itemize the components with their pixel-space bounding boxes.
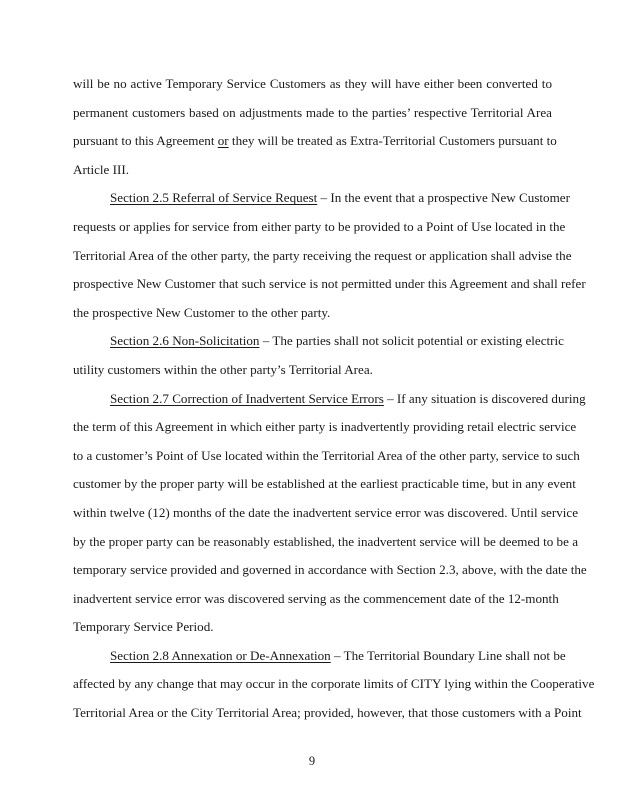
text-fragment: – In the event that a prospective New Customer [317, 190, 570, 206]
text-line: Article III. [73, 161, 129, 177]
text-line: utility customers within the other party’s Territorial Area. [73, 361, 373, 377]
paragraph-continuation [73, 70, 557, 184]
text-line: within twelve (12) months of the date the inadvertent service error was discovered. Until service [73, 504, 579, 520]
paragraph-section-2-6 [73, 327, 564, 384]
text-line: customer by the proper party will be established at the earliest practicable time, but in any event [73, 476, 576, 492]
text-fragment: they will be treated as Extra-Territorial Customers pursuant to [228, 133, 557, 149]
text-fragment: – If any situation is discovered during [383, 390, 586, 406]
text-line: temporary service provided and governed in accordance with Section 2.3, above, with the date the [73, 562, 587, 578]
text-line: affected by any change that may occur in the corporate limits of CITY lying within the Cooperative [73, 676, 595, 692]
underlined-word-or: or [217, 133, 229, 149]
section-heading: Section 2.6 Non-Solicitation [110, 333, 260, 349]
text-fragment: pursuant to this Agreement [73, 133, 218, 149]
document-page [73, 70, 595, 728]
text-line: by the proper party can be reasonably established, the inadvertent service will be deemed to be a [73, 533, 579, 549]
text-line: the term of this Agreement in which either party is inadvertently providing retail electric service [73, 419, 577, 435]
text-line: to a customer’s Point of Use located within the Territorial Area of the other party, service to such [73, 447, 580, 463]
text-line: prospective New Customer that such service is not permitted under this Agreement and shall refer [73, 276, 586, 292]
text-line: inadvertent service error was discovered serving as the commencement date of the 12-month [73, 590, 559, 606]
paragraph-section-2-5 [73, 184, 586, 327]
text-line: Temporary Service Period. [73, 619, 214, 635]
text-line: permanent customers based on adjustments made to the parties’ respective Territorial Area [73, 104, 552, 120]
text-line [73, 327, 564, 356]
paragraph-section-2-7 [73, 385, 587, 642]
page-number: 9 [308, 754, 316, 768]
paragraph-section-2-8 [73, 642, 595, 728]
text-line: Territorial Area or the City Territorial Area; provided, however, that those customers with a Point [73, 705, 582, 721]
text-line [73, 385, 586, 414]
section-heading: Section 2.5 Referral of Service Request [110, 190, 318, 206]
text-line [73, 642, 566, 671]
text-line [73, 127, 557, 156]
text-line: Territorial Area of the other party, the party receiving the request or application shall advise the [73, 247, 572, 263]
text-line: requests or applies for service from either party to be provided to a Point of Use located in the [73, 218, 566, 234]
text-fragment: – The parties shall not solicit potential or existing electric [259, 333, 564, 349]
text-line: will be no active Temporary Service Customers as they will have either been converted to [73, 76, 552, 91]
text-line [73, 184, 570, 213]
section-heading: Section 2.8 Annexation or De-Annexation [110, 647, 331, 663]
section-heading: Section 2.7 Correction of Inadvertent Service Errors [110, 390, 384, 406]
text-fragment: – The Territorial Boundary Line shall not be [330, 647, 566, 663]
text-line: the prospective New Customer to the other party. [73, 304, 331, 320]
